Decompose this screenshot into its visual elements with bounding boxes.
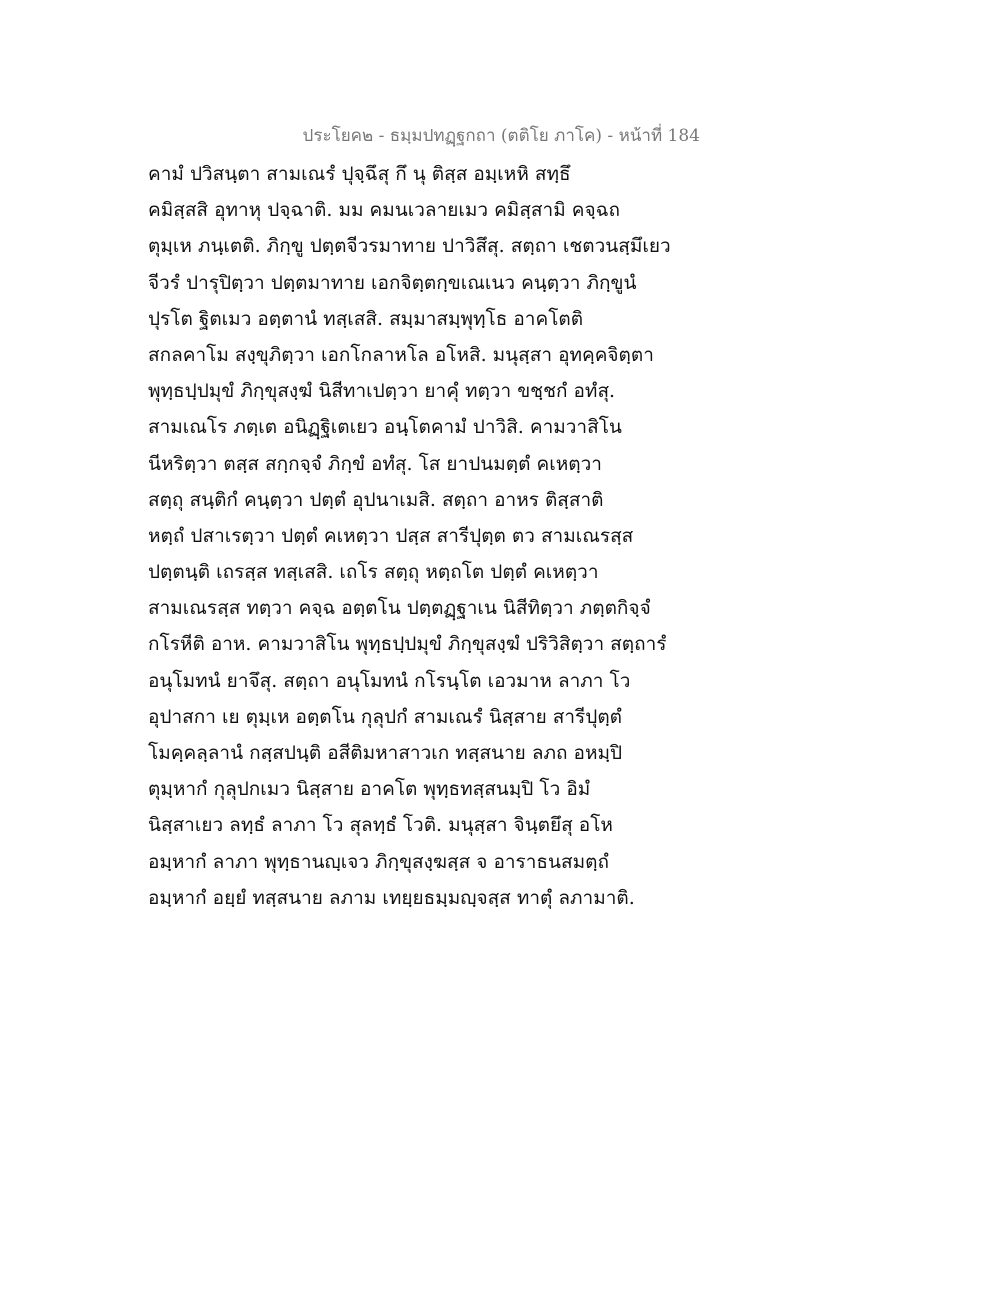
text-line: อุปาสกา เย ตุมฺเห อตฺตโน กุลุปกํ สามเณรํ นิสฺสาย สารีปุตฺตํ: [148, 705, 622, 728]
text-line: อมฺหากํ ลาภา พุทฺธานญฺเจว ภิกฺขุสงฺฆสฺส จ อาราธนสมตฺถํ: [148, 850, 609, 873]
text-line: หตฺถํ ปสาเรตฺวา ปตฺตํ คเหตฺวา ปสฺส สารีปุตฺต ตว สามเณรสฺส: [148, 524, 634, 547]
text-line: สกลคาโม สงฺขุภิตฺวา เอกโกลาหโล อโหสิ. มนุสฺสา อุทคฺคจิตฺตา: [148, 343, 654, 366]
text-line: สามเณโร ภตฺเต อนิฏฺฐิเตเยว อนฺโตคามํ ปาวิสิ. คามวาสิโน: [148, 416, 622, 439]
text-line: คามํ ปวิสนฺตา สามเณรํ ปุจฺฉึสุ กึ นุ ติสฺส อมฺเหหิ สทฺธึ: [148, 163, 571, 185]
text-line: กโรหีติ อาห. คามวาสิโน พุทฺธปฺปมุขํ ภิกฺขุสงฺฆํ ปริวิสิตฺวา สตฺถารํ: [148, 633, 667, 656]
text-line: พุทฺธปฺปมุขํ ภิกฺขุสงฺฆํ นิสีทาเปตฺวา ยาคุํ ทตฺวา ขชฺชกํ อทํสุ.: [148, 380, 616, 403]
running-header: ประโยค๒ - ธมฺมปทฏฺฐกถา (ตติโย ภาโค) - หน้าที่ 184: [302, 126, 700, 146]
text-line: ตุมฺหากํ กุลุปกเมว นิสฺสาย อาคโต พุทฺธทสฺสนมฺปิ โว อิมํ: [148, 778, 591, 801]
text-line: อนุโมทนํ ยาจึสุ. สตฺถา อนุโมทนํ กโรนฺโต เอวมาห ลาภา โว: [148, 669, 631, 692]
text-line: ปุรโต ฐิตเมว อตฺตานํ ทสฺเสสิ. สมฺมาสมฺพุทฺโธ อาคโตติ: [148, 307, 584, 330]
text-line: โมคฺคลฺลานํ กสฺสปนฺติ อสีติมหาสาวเก ทสฺสนาย ลภถ อหมฺปิ: [148, 742, 623, 764]
text-line: คมิสฺสสิ อุทาหุ ปจฺฉาติ. มม คมนเวลายเมว คมิสฺสามิ คจฺฉถ: [148, 199, 621, 222]
text-line: นีหริตฺวา ตสฺส สกฺกจฺจํ ภิกฺขํ อทํสุ. โส ยาปนมตฺตํ คเหตฺวา: [148, 452, 602, 475]
body-text: [148, 156, 688, 916]
text-line: สตฺถุ สนฺติกํ คนฺตฺวา ปตฺตํ อุปนาเมสิ. สตฺถา อาหร ติสฺสาติ: [148, 488, 604, 511]
text-line: จีวรํ ปารุปิตฺวา ปตฺตมาทาย เอกจิตฺตกฺขเณเนว คนฺตฺวา ภิกฺขูนํ: [148, 271, 637, 294]
text-line: อมฺหากํ อยฺยํ ทสฺสนาย ลภาม เทยฺยธมฺมญฺจสฺส ทาตุํ ลภามาติ.: [148, 886, 635, 909]
text-line: นิสฺสาเยว ลทฺธํ ลาภา โว สุลทฺธํ โวติ. มนุสฺสา จินฺตยึสุ อโห: [148, 814, 613, 837]
text-line: ปตฺตนฺติ เถรสฺส ทสฺเสสิ. เถโร สตฺถุ หตฺถโต ปตฺตํ คเหตฺวา: [148, 561, 599, 584]
text-line: ตุมฺเห ภนฺเตติ. ภิกฺขู ปตฺตจีวรมาทาย ปาวิสึสุ. สตฺถา เชตวนสฺมึเยว: [148, 235, 671, 258]
text-line: สามเณรสฺส ทตฺวา คจฺฉ อตฺตโน ปตฺตฏฺฐาเน นิสีทิตฺวา ภตฺตกิจฺจํ: [148, 597, 651, 620]
